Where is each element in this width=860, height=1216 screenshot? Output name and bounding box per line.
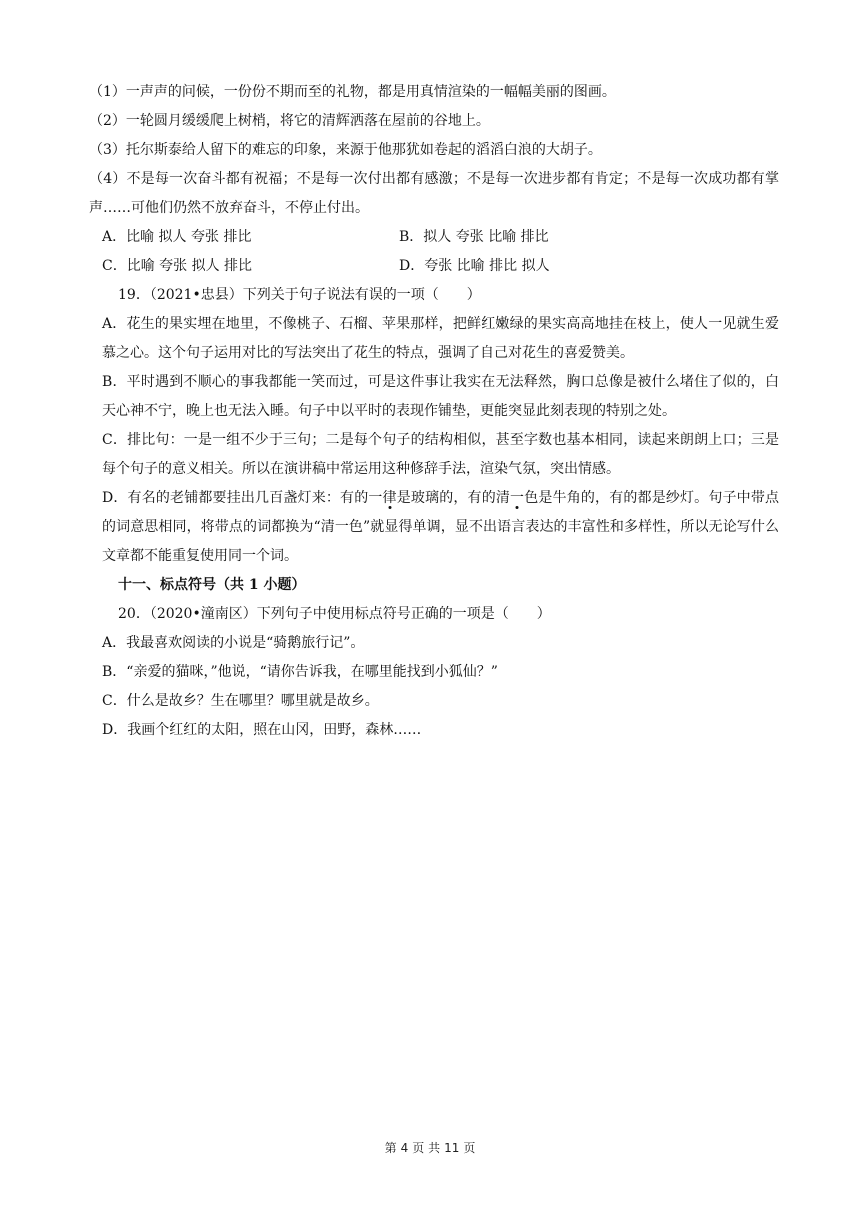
page-footer [0,1140,860,1156]
footer-prefix: 第 [384,1141,397,1155]
q20-option-c: C．什么是故乡？生在哪里？哪里就是故乡。 [102,693,379,709]
q19-dotted-char-1: 律 [382,490,397,506]
q18-item-2: （2）一轮圆月缓缓爬上树梢，将它的清辉洒落在屋前的谷地上。 [89,113,490,129]
q19-option-a: A．花生的果实埋在地里，不像桃子、石榴、苹果那样，把鲜红嫩绿的果实高高地挂在枝上，使人一见就生爱慕之心。这个句子运用对比的写法突出了花生的特点，强调了自己对花生的喜爱赞美。 [102,316,779,361]
q20-option-a: A．我最喜欢阅读的小说是“骑鹅旅行记”。 [102,635,365,651]
section-heading-punctuation: 十一、标点符号（共 1 小题） [118,577,306,593]
q19-option-d-text-1: D．有名的老铺都要挂出几百盏灯来：有的一 [102,490,383,506]
footer-page-number: 4 [400,1141,409,1155]
q19-option-d [89,484,779,571]
q18-item-3: （3）托尔斯泰给人留下的难忘的印象，来源于他那犹如卷起的滔滔白浪的大胡子。 [89,142,602,158]
page-content [89,78,779,745]
footer-total-pages: 11 [444,1141,460,1155]
q19-dotted-char-2: 一 [510,490,525,506]
footer-mid: 页 共 [412,1141,441,1155]
q20-option-b: B．“亲爱的猫咪，”他说，“请你告诉我，在哪里能找到小狐仙？” [102,664,498,680]
q20-option-d: D．我画个红红的太阳，照在山冈，田野，森林…… [102,722,422,738]
q19-option-b: B．平时遇到不顺心的事我都能一笑而过，可是这件事让我实在无法释然，胸口总像是被什么堵住了似的，白天心神不宁，晚上也无法入睡。句子中以平时的表现作铺垫，更能突显此刻表现的特别之处。 [102,374,779,419]
q18-item-1: （1）一声声的问候，一份份不期而至的礼物，都是用真情渲染的一幅幅美丽的图画。 [89,84,616,100]
q19-option-d-text-2: 是玻璃的，有的清 [396,490,511,506]
q18-option-b: B．拟人 夸张 比喻 排比 [399,229,549,245]
q18-item-4: （4）不是每一次奋斗都有祝福；不是每一次付出都有感激；不是每一次进步都有肯定；不是每一次成功都有掌声……可他们仍然不放弃奋斗，不停止付出。 [89,171,779,216]
q18-options-row-1 [89,223,779,252]
footer-suffix: 页 [463,1141,476,1155]
q19-option-d-text-3: 色是牛角的，有的都是纱灯。句子中带点的词意思相同，将带点的词都换为“清一色”就显得单调，显不出语言表达的丰富性和多样性，所以无论写什么文章都不能重复使用同一个词。 [102,490,780,564]
q18-option-d: D．夸张 比喻 排比 拟人 [399,258,550,274]
q18-option-a: A．比喻 拟人 夸张 排比 [102,229,252,245]
q19-option-c: C．排比句：一是一组不少于三句；二是每个句子的结构相似，甚至字数也基本相同，读起来朗朗上口；三是每个句子的意义相关。所以在演讲稿中常运用这种修辞手法，渲染气氛，突出情感。 [102,432,779,477]
q18-options-row-2 [89,252,779,281]
q20-stem: 20．（2020•潼南区）下列句子中使用标点符号正确的一项是（ ） [118,606,551,622]
q18-option-c: C．比喻 夸张 拟人 排比 [102,258,253,274]
q19-stem: 19．（2021•忠县）下列关于句子说法有误的一项（ ） [118,287,481,303]
